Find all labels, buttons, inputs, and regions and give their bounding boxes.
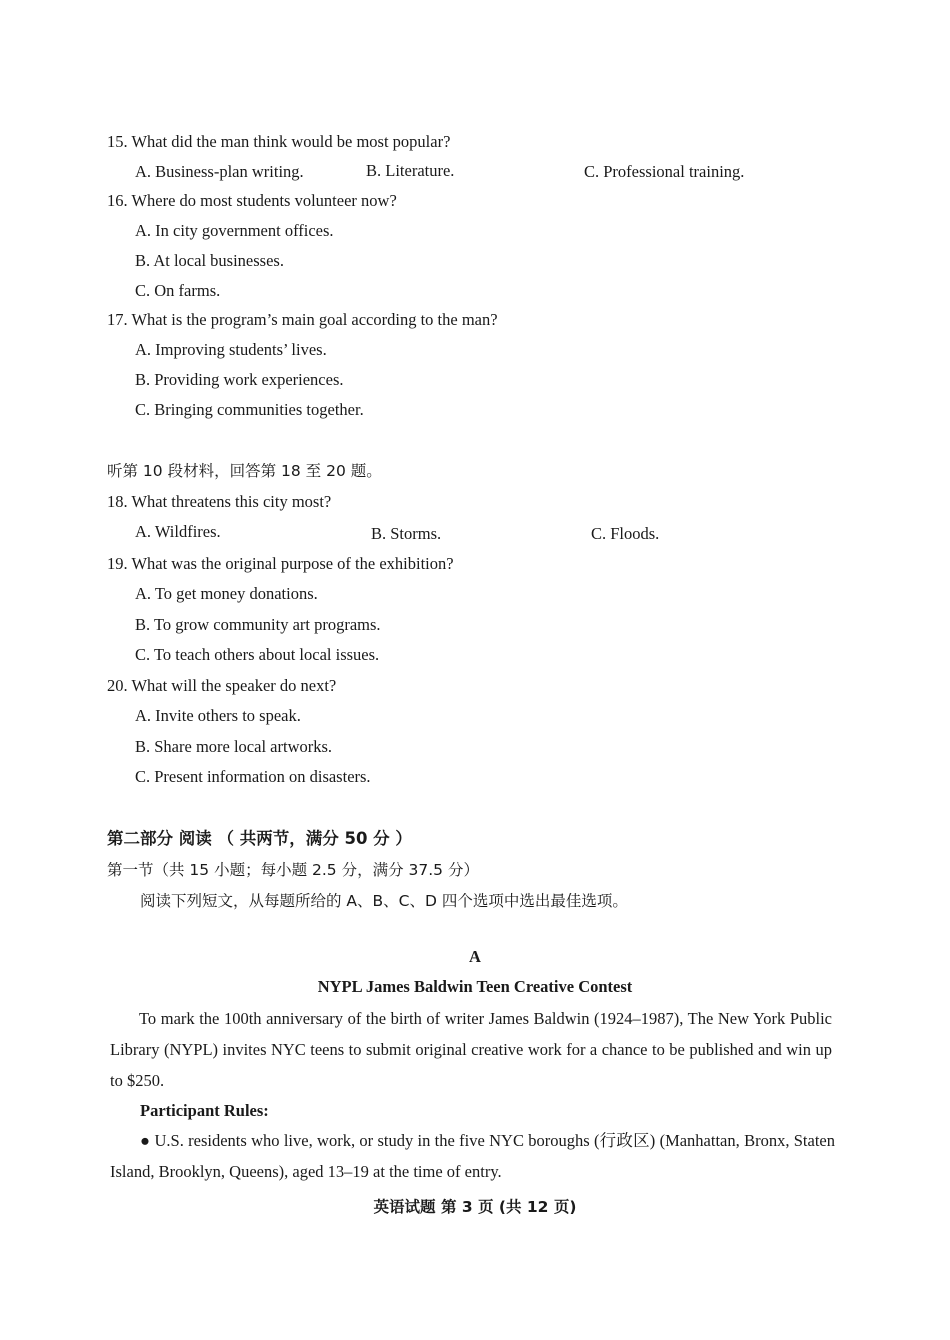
part-2-section-1: 第一节（共 15 小题；每小题 2.5 分，满分 37.5 分） [107,861,479,879]
question-19-option-c: C. To teach others about local issues. [135,645,380,664]
question-18-option-c: C. Floods. [591,524,660,543]
part-2-heading: 第二部分 阅读 （ 共两节，满分 50 分 ） [107,829,412,848]
rules-heading: Participant Rules: [140,1101,269,1120]
question-18-stem: 18. What threatens this city most? [107,492,332,511]
question-15-option-c: C. Professional training. [584,162,745,181]
question-18-option-b: B. Storms. [371,524,442,543]
question-15-stem: 15. What did the man think would be most popular? [107,132,451,151]
question-20-stem: 20. What will the speaker do next? [107,676,337,695]
question-16-option-b: B. At local businesses. [135,251,284,270]
question-20-option-a: A. Invite others to speak. [135,706,301,725]
rule-item [110,1125,835,1187]
question-19-option-a: A. To get money donations. [135,584,318,603]
bullet-icon: ● [140,1131,155,1150]
question-19-stem: 19. What was the original purpose of the exhibition? [107,554,454,573]
page-footer: 英语试题 第 3 页 (共 12 页) [373,1198,577,1216]
question-17-option-c: C. Bringing communities together. [135,400,364,419]
question-20-option-b: B. Share more local artworks. [135,737,333,756]
question-18-option-a: A. Wildfires. [135,522,221,541]
question-17-stem: 17. What is the program’s main goal according to the man? [107,310,498,329]
question-16-option-c: C. On farms. [135,281,221,300]
section-10-instruction: 听第 10 段材料，回答第 18 至 20 题。 [107,462,382,480]
part-2-directions: 阅读下列短文，从每题所给的 A、B、C、D 四个选项中选出最佳选项。 [140,892,628,910]
question-17-option-a: A. Improving students’ lives. [135,340,327,359]
question-20-option-c: C. Present information on disasters. [135,767,371,786]
passage-label: A [469,947,481,966]
question-15-option-b: B. Literature. [366,161,455,180]
question-17-option-b: B. Providing work experiences. [135,370,344,389]
question-16-option-a: A. In city government offices. [135,221,334,240]
passage-intro: To mark the 100th anniversary of the birth of writer James Baldwin (1924–1987), The New York Public Library (NYPL) invites NYC teens to submit original creative work for a chance to be published and win up to $250. [110,1009,832,1090]
question-19-option-b: B. To grow community art programs. [135,615,381,634]
rule-text: U.S. residents who live, work, or study in the five NYC boroughs (行政区) (Manhattan, Bronx, Staten Island, Brooklyn, Queens), aged 13–19 at the time of entry. [110,1131,836,1181]
question-16-stem: 16. Where do most students volunteer now? [107,191,397,210]
passage-title: NYPL James Baldwin Teen Creative Contest [317,977,633,996]
question-15-option-a: A. Business-plan writing. [135,162,304,181]
